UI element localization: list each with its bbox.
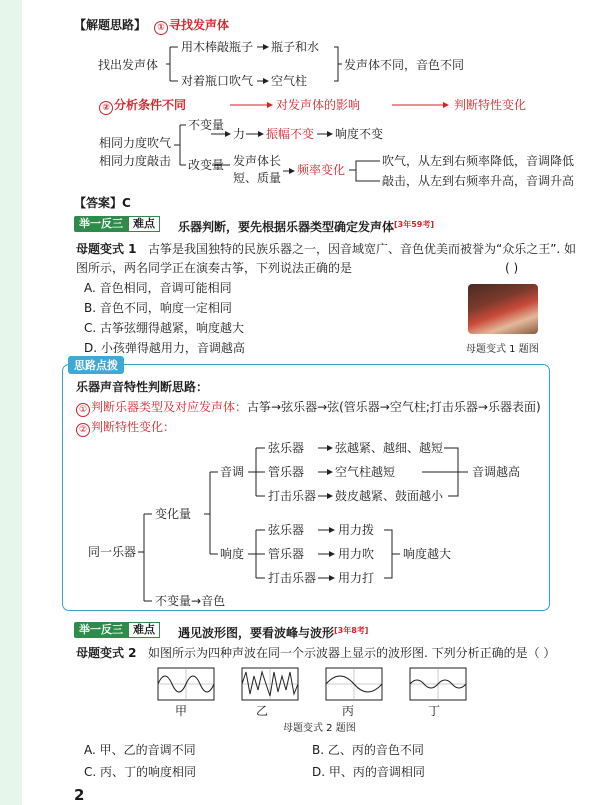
step2-effect: 对发声体的影响 [276, 98, 361, 112]
branch-bottle-hit: 用木棒敲瓶子 [181, 40, 254, 54]
variable-label: 改变量 [188, 158, 225, 172]
section1-title: 乐器判断，要先根据乐器类型确定发声体[3年59考] [178, 220, 435, 234]
source-conclusion: 发声体不同，音色不同 [344, 58, 465, 72]
section2-title: 遇见波形图，要看波峰与波形[3年8考] [178, 626, 369, 640]
cond-hit: 相同力度敲击 [99, 154, 172, 168]
q1-caption: 母题变式 1 题图 [466, 344, 539, 355]
q1-option-a[interactable]: A. 音色相同，音调可能相同 [84, 281, 232, 295]
loudness-constant: 响度不变 [335, 127, 384, 141]
tree-loud-string: 用力拨 [338, 523, 375, 537]
tree-perc-2: 打击乐器 [268, 571, 317, 585]
tips-label: 思路点拨 [68, 356, 124, 374]
section2-difficulty: 难点 [128, 622, 160, 638]
q2-option-b[interactable]: B. 乙、丙的音色不同 [312, 743, 424, 757]
hit-result: 敲击，从左到右频率升高，音调升高 [382, 174, 575, 188]
section1-tag-label: 举一反三 [74, 216, 128, 232]
force-label: 力 [233, 127, 246, 141]
section2-tag-label: 举一反三 [74, 622, 128, 638]
q2-option-d[interactable]: D. 甲、丙的音调相同 [312, 765, 425, 779]
wave-label-bing: 丙 [342, 704, 355, 718]
length-label-2: 短、质量 [233, 171, 282, 185]
step1-title: ① 寻找发声体 [154, 18, 229, 35]
q2-text: 母题变式 2 如图所示为四种声波在同一个示波器上显示的波形图. 下列分析正确的是（ ） [76, 646, 556, 660]
q2-option-c[interactable]: C. 丙、丁的响度相同 [84, 765, 197, 779]
tree-loud-result: 响度越大 [403, 547, 452, 561]
tree-string-2: 弦乐器 [268, 523, 305, 537]
step2-judge: 判断特性变化 [454, 98, 527, 112]
q1-option-c[interactable]: C. 古筝弦绷得越紧，响度越大 [84, 321, 245, 335]
tree-pitch-result: 音调越高 [472, 465, 521, 479]
tree-root: 同一乐器 [88, 545, 137, 559]
tips-step2: ② 判断特性变化： [76, 420, 175, 437]
page-number: 2 [74, 786, 85, 804]
blow-result: 吹气，从左到右频率降低，音调降低 [382, 154, 575, 168]
tree-pitch-string: 弦越紧、越细、越短 [335, 441, 444, 455]
wave-label-jia: 甲 [175, 704, 188, 718]
tree-pitch: 音调 [220, 465, 245, 479]
answer: 【答案】C [74, 196, 131, 210]
tree-loud-wind: 用力吹 [338, 547, 375, 561]
q1-line2: 图所示，两名同学正在演奏古筝，下列说法正确的是 [76, 261, 353, 275]
amplitude-constant: 振幅不变 [266, 127, 315, 141]
tree-constant: 不变量→音色 [155, 594, 226, 608]
q1-option-d[interactable]: D. 小孩弹得越用力，音调越高 [84, 341, 245, 355]
q2-caption: 母题变式 2 题图 [283, 723, 356, 734]
tree-pitch-wind: 空气柱越短 [335, 465, 396, 479]
tree-loudness: 响度 [220, 547, 245, 561]
section1-difficulty: 难点 [128, 216, 160, 232]
tips-title: 乐器声音特性判断思路： [76, 380, 209, 394]
q1-line1: 母题变式 1 古筝是我国独特的民族乐器之一，因音域宽广、音色优美而被誉为“众乐之王”. 如 [76, 242, 577, 256]
result-bottle-water: 瓶子和水 [271, 40, 320, 54]
q1-answer-paren: ( ) [505, 261, 519, 275]
branch-blow: 对着瓶口吹气 [181, 74, 254, 88]
result-air-column: 空气柱 [271, 74, 308, 88]
wave-label-yi: 乙 [256, 704, 269, 718]
tree-string-1: 弦乐器 [268, 441, 305, 455]
length-label: 发声体长 [233, 154, 282, 168]
tree-wind-2: 管乐器 [268, 547, 305, 561]
frequency-change: 频率变化 [297, 163, 346, 177]
q1-option-b[interactable]: B. 音色不同，响度一定相同 [84, 301, 232, 315]
tree-pitch-perc: 鼓皮越紧、鼓面越小 [335, 489, 444, 503]
tree-variable: 变化量 [155, 507, 192, 521]
cond-blow: 相同力度吹气 [99, 136, 172, 150]
tree-loud-perc: 用力打 [338, 571, 375, 585]
solution-header: 【解题思路】 [74, 18, 147, 32]
q2-option-a[interactable]: A. 甲、乙的音调不同 [84, 743, 196, 757]
step2-title: ② 分析条件不同 [99, 98, 186, 115]
constant-label: 不变量 [188, 118, 225, 132]
tree-perc-1: 打击乐器 [268, 489, 317, 503]
tips-step1: ① 判断乐器类型及对应发声体：古筝→弦乐器→弦(管乐器→空气柱;打击乐器→乐器表面) [76, 400, 541, 417]
tree-wind-1: 管乐器 [268, 465, 305, 479]
wave-label-ding: 丁 [428, 704, 441, 718]
find-source-label: 找出发声体 [98, 58, 159, 72]
